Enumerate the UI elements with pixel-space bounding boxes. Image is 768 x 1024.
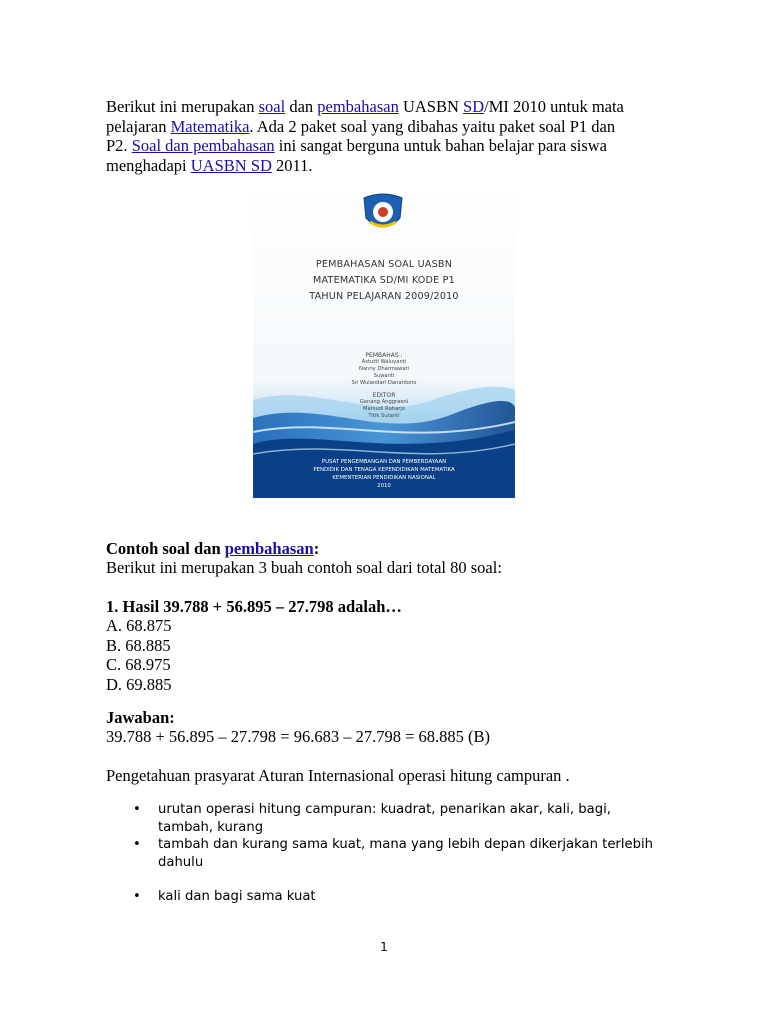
intro-paragraph xyxy=(106,97,686,175)
cover-title-line: TAHUN PELAJARAN 2009/2010 xyxy=(309,291,459,302)
example-heading-colon: : xyxy=(313,539,320,558)
cover-footer-line: PENDIDIK DAN TENAGA KEPENDIDIKAN MATEMATIKA xyxy=(313,467,455,473)
question-options xyxy=(106,616,686,694)
list-item xyxy=(106,888,666,906)
editor-label: EDITOR xyxy=(372,392,396,399)
link-uasbn-sd[interactable]: UASBN SD xyxy=(190,155,272,175)
bullet-icon: • xyxy=(133,837,141,852)
intro-text: ini sangat berguna untuk bahan belajar para siswa xyxy=(274,136,607,156)
bullet-icon: • xyxy=(133,802,141,817)
option-c: C. 68.975 xyxy=(106,655,171,675)
editor-name: Ganang Anggraeni xyxy=(359,399,409,405)
cover-title-line: MATEMATIKA SD/MI KODE P1 xyxy=(313,275,455,286)
pembahas-name: Sri Wulandari Danardono xyxy=(351,380,417,386)
intro-text: dan xyxy=(285,97,318,116)
list-item-text: tambah dan kurang sama kuat, mana yang lebih depan dikerjakan terlebih xyxy=(158,837,654,852)
answer-label: Jawaban: xyxy=(106,708,175,727)
example-subtitle: Berikut ini merupakan 3 buah contoh soal dari total 80 soal: xyxy=(106,558,502,577)
intro-text: UASBN xyxy=(398,97,464,116)
cover-footer-line: PUSAT PENGEMBANGAN DAN PEMBERDAYAAN xyxy=(321,459,447,465)
intro-text: Berikut ini merupakan xyxy=(106,97,259,116)
intro-text: P2. xyxy=(106,136,132,156)
intro-text: pelajaran xyxy=(106,116,171,136)
intro-text: /MI 2010 untuk mata xyxy=(484,97,624,116)
question-text: 1. Hasil 39.788 + 56.895 – 27.798 adalah… xyxy=(106,597,402,616)
cover-footer xyxy=(253,458,515,490)
intro-line-3 xyxy=(106,136,686,156)
link-pembahasan-heading[interactable]: pembahasan xyxy=(224,539,314,558)
intro-text: . Ada 2 paket soal yang dibahas yaitu paket soal P1 dan xyxy=(249,116,616,136)
list-item-text: tambah, kurang xyxy=(158,819,264,835)
link-matematika[interactable]: Matematika xyxy=(170,116,250,136)
tut-wuri-logo xyxy=(360,192,406,236)
list-item-text: urutan operasi hitung campuran: kuadrat, penarikan akar, kali, bagi, xyxy=(158,802,611,817)
option-d: D. 69.885 xyxy=(106,674,172,694)
pembahas-name: Suwanti xyxy=(373,373,395,379)
bullet-icon: • xyxy=(133,889,141,904)
list-item xyxy=(106,836,666,871)
example-heading xyxy=(106,539,686,559)
cover-editor xyxy=(253,392,515,420)
example-heading-text: Contoh soal dan xyxy=(106,539,225,558)
cover-footer-line: KEMENTERIAN PENDIDIKAN NASIONAL xyxy=(332,475,436,481)
cover-pembahas xyxy=(253,352,515,387)
cover-title xyxy=(253,258,515,303)
list-item-text: kali dan bagi sama kuat xyxy=(158,889,316,904)
intro-text: 2011. xyxy=(271,155,313,175)
intro-line-2 xyxy=(106,117,686,137)
pembahas-name: Nanny Dharmawati xyxy=(359,366,409,372)
list-item xyxy=(106,801,666,836)
link-pembahasan[interactable]: pembahasan xyxy=(317,97,399,116)
cover-footer-line: 2010 xyxy=(377,483,391,489)
option-a: A. 68.875 xyxy=(106,616,172,635)
pembahas-label: PEMBAHAS : xyxy=(365,352,403,359)
intro-line-4 xyxy=(106,156,686,176)
intro-text: menghadapi xyxy=(106,155,191,175)
answer-text: 39.788 + 56.895 – 27.798 = 96.683 – 27.798 = 68.885 (B) xyxy=(106,727,491,746)
intro-line-1 xyxy=(106,97,686,117)
editor-name: Marsudi Raharjo xyxy=(362,406,406,412)
list-item-text: dahulu xyxy=(158,854,204,870)
prerequisite-text: Pengetahuan prasyarat Aturan Internasional operasi hitung campuran . xyxy=(106,766,570,785)
option-b: B. 68.885 xyxy=(106,635,171,655)
link-sd[interactable]: SD xyxy=(463,97,485,116)
cover-title-line: PEMBAHASAN SOAL UASBN xyxy=(315,259,453,270)
rules-list xyxy=(106,801,666,906)
link-soal-dan-pembahasan[interactable]: Soal dan pembahasan xyxy=(131,136,275,156)
page-number: 1 xyxy=(380,940,388,954)
editor-name: Titik Sutanti xyxy=(368,413,400,419)
pembahas-name: Astutti Waluyanti xyxy=(361,359,407,365)
cover-image xyxy=(253,186,515,498)
link-soal[interactable]: soal xyxy=(258,97,286,116)
